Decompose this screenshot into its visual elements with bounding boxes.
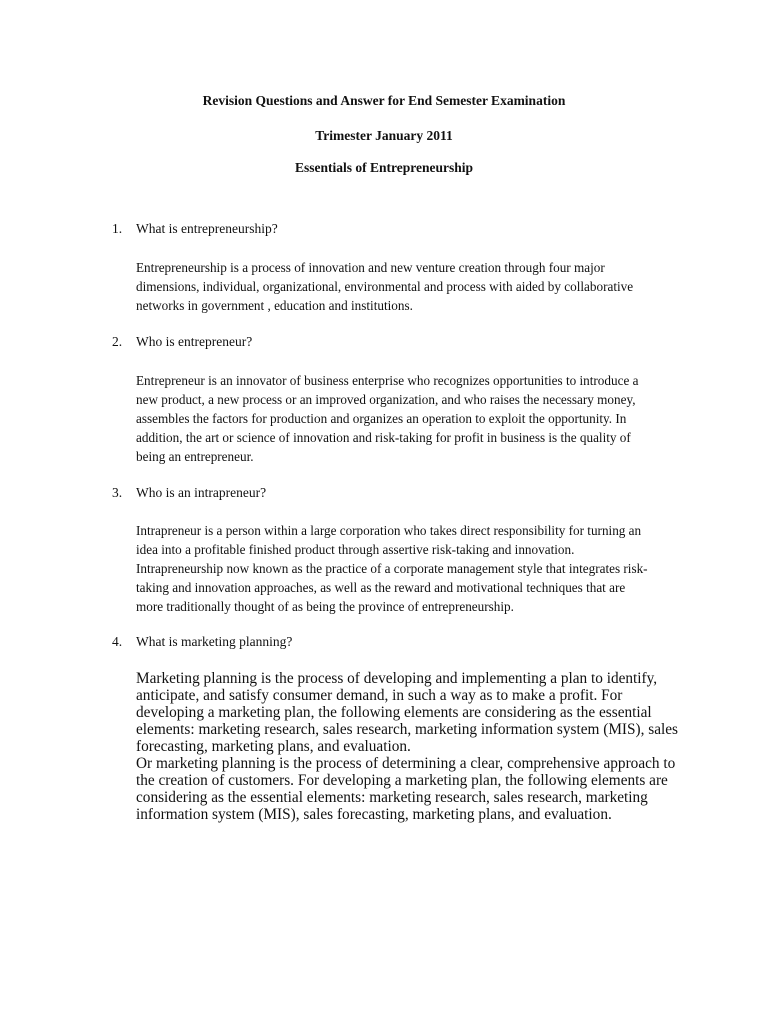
answer-line: assembles the factors for production and organizes an operation to exploit the opportunity. In bbox=[136, 411, 627, 426]
answer-line: anticipate, and satisfy consumer demand, in such a way as to make a profit. For bbox=[136, 687, 623, 704]
answer-line: information system (MIS), sales forecasting, marketing plans, and evaluation. bbox=[136, 806, 612, 823]
answer-line: Intrapreneur is a person within a large corporation who takes direct responsibility for turning an bbox=[136, 523, 642, 538]
answer-line: Entrepreneur is an innovator of business enterprise who recognizes opportunities to introduce a bbox=[136, 373, 639, 388]
document-title: Revision Questions and Answer for End Semester Examination bbox=[202, 93, 566, 108]
answer-line: new product, a new process or an improved organization, and who raises the necessary money, bbox=[136, 392, 636, 407]
question-number: 3. bbox=[112, 485, 123, 500]
question-2 bbox=[112, 334, 252, 350]
answer-3 bbox=[136, 521, 684, 616]
document-term: Trimester January 2011 bbox=[315, 128, 453, 143]
answer-line: Or marketing planning is the process of determining a clear, comprehensive approach to bbox=[136, 755, 676, 772]
answer-line: being an entrepreneur. bbox=[136, 449, 254, 464]
answer-line: Entrepreneurship is a process of innovation and new venture creation through four major bbox=[136, 260, 605, 275]
answer-line: developing a marketing plan, the following elements are considering as the essential bbox=[136, 704, 652, 721]
question-1 bbox=[112, 221, 278, 237]
question-number: 1. bbox=[112, 221, 123, 236]
answer-line: elements: marketing research, sales research, marketing information system (MIS), sales bbox=[136, 721, 679, 738]
answer-line: considering as the essential elements: marketing research, sales research, marketing bbox=[136, 789, 648, 806]
answer-line: more traditionally thought of as being the province of entrepreneurship. bbox=[136, 599, 514, 614]
question-number: 2. bbox=[112, 334, 123, 349]
question-3 bbox=[112, 485, 266, 501]
question-4 bbox=[112, 634, 292, 650]
answer-line: addition, the art or science of innovation and risk-taking for profit in business is the quality of bbox=[136, 430, 631, 445]
question-number: 4. bbox=[112, 634, 123, 649]
document-course: Essentials of Entrepreneurship bbox=[294, 160, 474, 175]
answer-4 bbox=[136, 670, 684, 823]
answer-line: dimensions, individual, organizational, environmental and process with aided by collaborative bbox=[136, 279, 634, 294]
answer-line: forecasting, marketing plans, and evaluation. bbox=[136, 738, 411, 755]
question-text: Who is entrepreneur? bbox=[136, 334, 253, 349]
answer-line: taking and innovation approaches, as well as the reward and motivational techniques that are bbox=[136, 580, 626, 595]
answer-line: idea into a profitable finished product through assertive risk-taking and innovation. bbox=[136, 542, 575, 557]
answer-line: Marketing planning is the process of developing and implementing a plan to identify, bbox=[136, 670, 658, 687]
question-text: What is marketing planning? bbox=[136, 634, 293, 649]
answer-2 bbox=[136, 371, 684, 466]
question-text: Who is an intrapreneur? bbox=[136, 485, 267, 500]
answer-line: the creation of customers. For developing a marketing plan, the following elements are bbox=[136, 772, 668, 789]
question-text: What is entrepreneurship? bbox=[136, 221, 278, 236]
answer-line: Intrapreneurship now known as the practice of a corporate management style that integrates risk- bbox=[136, 561, 648, 576]
answer-line: networks in government , education and institutions. bbox=[136, 298, 413, 313]
answer-1 bbox=[136, 258, 684, 315]
